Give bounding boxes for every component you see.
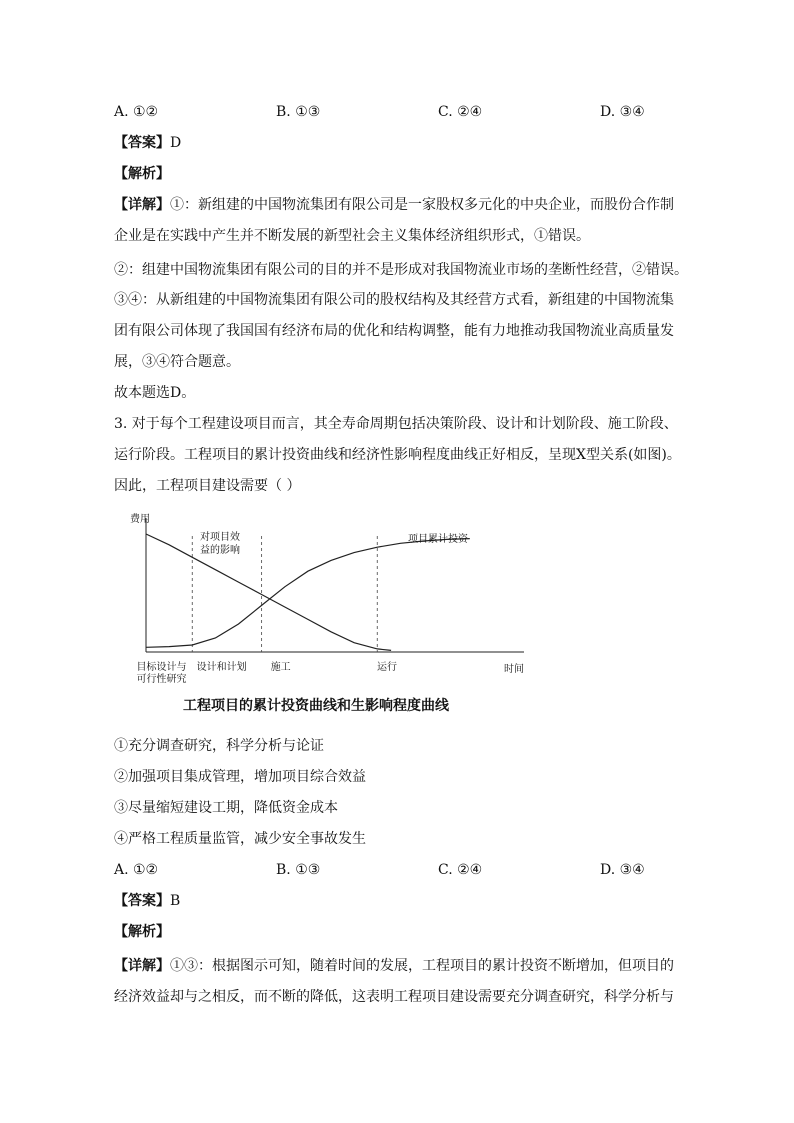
q3-stem-line-2: 运行阶段。工程项目的累计投资曲线和经济性影响程度曲线正好相反，呈现X型关系(如图)。	[114, 447, 681, 463]
chart-labels	[137, 530, 469, 685]
q3-stem-line-1: 3. 对于每个工程建设项目而言，其全寿命周期包括决策阶段、设计和计划阶段、施工阶段、	[114, 416, 678, 432]
q3-stem-line-3: 因此，工程项目建设需要（ ）	[114, 478, 301, 494]
q2-option-a: A. ①②	[114, 104, 159, 120]
chart-caption: 工程项目的累计投资曲线和生影响程度曲线	[183, 698, 449, 714]
q2-detail-line-6: 展，③④符合题意。	[114, 354, 240, 370]
q2-option-d: D. ③④	[600, 104, 645, 120]
series-line-2	[146, 534, 391, 650]
q2-answer-value: D	[170, 135, 182, 151]
q2-detail-line-1	[114, 195, 674, 215]
q3-detail-line-2: 经济效益却与之相反，而不断的降低，这表明工程项目建设需要充分调查研究，科学分析与	[114, 989, 674, 1005]
chart-series	[146, 534, 470, 650]
q3-detail-tag: 【详解】	[114, 958, 170, 974]
q3-statement-4: ④严格工程质量监管，减少安全事故发生	[114, 831, 366, 847]
q2-analysis-tag: 【解析】	[114, 166, 170, 182]
series-label-impact-line-2: 益的影响	[200, 545, 240, 556]
q2-conclusion: 故本题选D。	[114, 385, 196, 401]
stage-label-2: 设计和计划	[196, 662, 247, 673]
stage-label-4: 运行	[377, 662, 397, 673]
q3-statement-2: ②加强项目集成管理，增加项目综合效益	[114, 769, 366, 785]
q2-detail-line-4: ③④：从新组建的中国物流集团有限公司的股权结构及其经营方式看，新组建的中国物流集	[114, 292, 674, 308]
q2-answer	[114, 133, 181, 153]
y-axis-label: 费用	[130, 514, 150, 525]
q2-option-c: C. ②④	[438, 104, 483, 120]
q2-detail-text-1: ①：新组建的中国物流集团有限公司是一家股权多元化的中央企业，而股份合作制	[170, 197, 674, 213]
investment-curve-chart	[110, 508, 540, 692]
q3-detail-text-1: ①③：根据图示可知，随着时间的发展，工程项目的累计投资不断增加，但项目的	[170, 958, 674, 974]
q3-detail-line-1	[114, 956, 674, 976]
x-axis-label: 时间	[504, 664, 524, 675]
stage-label-1-line-2: 可行性研究	[136, 674, 187, 685]
q2-option-b: B. ①③	[276, 104, 321, 120]
q3-answer-tag: 【答案】	[114, 893, 170, 909]
q3-answer	[114, 891, 180, 911]
q3-option-d: D. ③④	[600, 862, 645, 878]
q2-detail-tag: 【详解】	[114, 197, 170, 213]
q2-detail-line-3: ②：组建中国物流集团有限公司的目的并不是形成对我国物流业市场的垄断性经营，②错误。	[114, 262, 688, 278]
series-line-1	[146, 539, 470, 648]
stage-label-3: 施工	[270, 662, 291, 673]
q2-answer-tag: 【答案】	[114, 135, 170, 151]
q2-detail-line-2: 企业是在实践中产生并不断发展的新型社会主义集体经济组织形式，①错误。	[114, 228, 590, 244]
q2-detail-line-5: 团有限公司体现了我国国有经济布局的优化和结构调整，能有力地推动我国物流业高质量发	[114, 323, 674, 339]
q3-statement-3: ③尽量缩短建设工期，降低资金成本	[114, 800, 338, 816]
q3-option-a: A. ①②	[114, 862, 159, 878]
q3-analysis-tag: 【解析】	[114, 924, 170, 940]
q3-option-c: C. ②④	[438, 862, 483, 878]
q3-option-b: B. ①③	[276, 862, 321, 878]
q3-statement-1: ①充分调查研究，科学分析与论证	[114, 738, 324, 754]
series-label-investment: 项目累计投资	[408, 534, 468, 545]
q3-answer-value: B	[170, 893, 181, 909]
series-label-impact: 对项目效	[200, 532, 240, 543]
stage-label-1: 目标设计与	[136, 662, 187, 673]
